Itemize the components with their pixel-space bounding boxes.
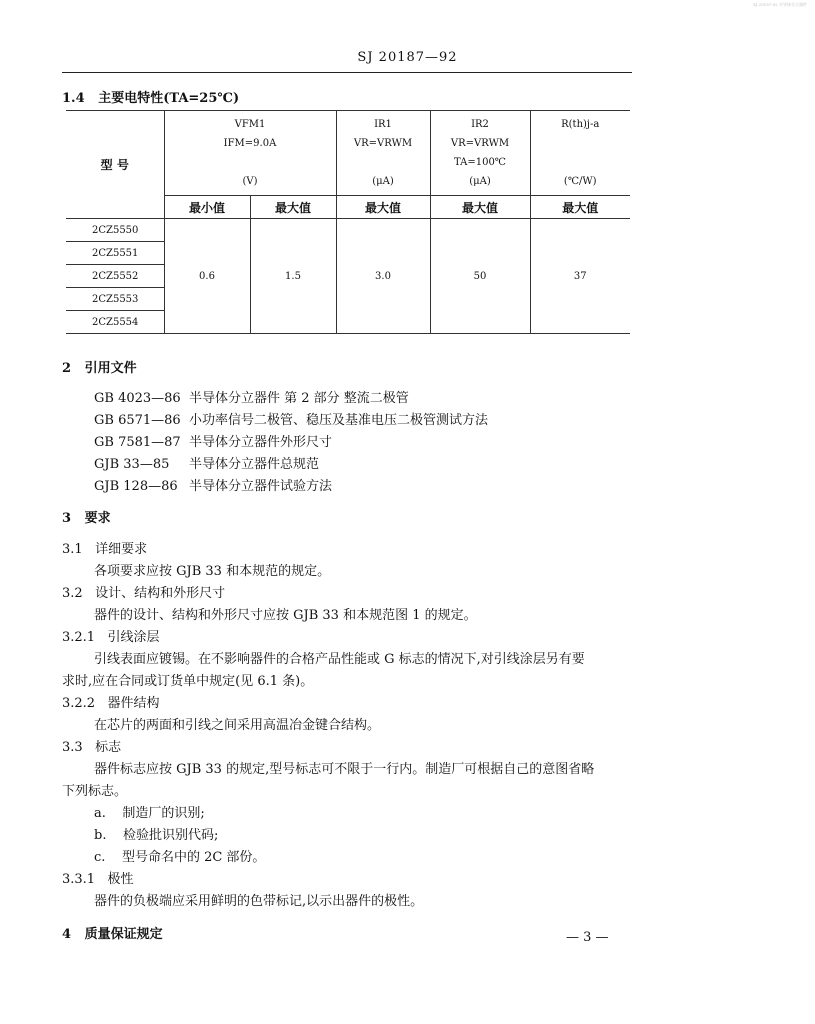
reference-title: 小功率信号二极管、稳压及基准电压二极管测试方法 (189, 413, 489, 428)
reference-item (94, 453, 319, 472)
section-2-heading (62, 357, 137, 376)
section-3-3-line-2: 下列标志。 (62, 784, 128, 799)
document-header-id: SJ 20187—92 (357, 50, 458, 65)
section-1-4-title: 主要电特性(TA=25℃) (98, 91, 240, 106)
ir1-header (336, 111, 430, 196)
ir2-unit: (μA) (469, 176, 491, 187)
list-item-label: c. (94, 850, 106, 865)
ir2-condition-1: VR=VRWM (450, 138, 510, 149)
section-3-3-1-title: 极性 (107, 872, 134, 887)
marking-list-item (94, 802, 205, 821)
section-3-2-2-number: 3.2.2 (62, 696, 96, 711)
marking-list-item (94, 846, 265, 865)
section-1-4-number: 1.4 (62, 91, 85, 106)
value-cell-rth-max: 37 (530, 219, 630, 334)
subheader-max: 最大值 (250, 196, 336, 219)
ir2-condition-2: TA=100℃ (454, 157, 506, 168)
reference-title: 半导体分立器件试验方法 (189, 479, 333, 494)
section-3-1-title: 详细要求 (95, 542, 148, 557)
marking-list-item (94, 824, 218, 843)
reference-code: GJB 128—86 (94, 479, 178, 494)
model-cell: 2CZ5551 (66, 242, 164, 265)
list-item-text: 型号命名中的 2C 部份。 (121, 850, 266, 865)
section-3-heading (62, 507, 111, 526)
section-4-number: 4 (62, 927, 72, 942)
list-item-label: b. (94, 828, 107, 843)
model-header: 型 号 (66, 111, 164, 219)
ir2-header (430, 111, 530, 196)
reference-item (94, 475, 332, 494)
reference-title: 半导体分立器件总规范 (189, 457, 320, 472)
section-3-2-1-title: 引线涂层 (107, 630, 160, 645)
model-cell: 2CZ5550 (66, 219, 164, 242)
reference-code: GB 7581—87 (94, 435, 181, 450)
page-number: — 3 — (566, 930, 609, 945)
vfm1-symbol: VFM1 (234, 119, 266, 130)
section-3-1-text: 各项要求应按 GJB 33 和本规范的规定。 (94, 564, 331, 579)
rth-header (530, 111, 630, 196)
section-3-2-1-line-2: 求时,应在合同或订货单中规定(见 6.1 条)。 (62, 674, 314, 689)
subheader-max: 最大值 (530, 196, 630, 219)
section-3-2-2-text: 在芯片的两面和引线之间采用高温冶金键合结构。 (94, 718, 381, 733)
section-3-2-1-heading (62, 626, 160, 645)
reference-code: GB 4023—86 (94, 391, 181, 406)
ir2-symbol: IR2 (471, 119, 489, 130)
reference-code: GJB 33—85 (94, 457, 170, 472)
section-3-3-heading (62, 736, 121, 755)
section-3-2-2-title: 器件结构 (107, 696, 160, 711)
section-3-2-1-line-1: 引线表面应镀锡。在不影响器件的合格产品性能或 G 标志的情况下,对引线涂层另有要 (94, 652, 585, 667)
ir1-unit: (μA) (372, 176, 394, 187)
section-3-3-number: 3.3 (62, 740, 83, 755)
value-cell-ir2-max: 50 (430, 219, 530, 334)
section-3-1-heading (62, 538, 147, 557)
electrical-characteristics-table (66, 110, 630, 334)
model-cell: 2CZ5552 (66, 265, 164, 288)
section-3-2-2-heading (62, 692, 160, 711)
value-cell-ir1-max: 3.0 (336, 219, 430, 334)
section-2-title: 引用文件 (84, 361, 137, 376)
section-3-2-number: 3.2 (62, 586, 83, 601)
list-item-label: a. (94, 806, 106, 821)
vfm1-header (164, 111, 336, 196)
section-3-3-1-text: 器件的负极端应采用鲜明的色带标记,以示出器件的极性。 (94, 894, 424, 909)
reference-code: GB 6571—86 (94, 413, 181, 428)
reference-title: 半导体分立器件 第 2 部分 整流二极管 (189, 391, 409, 406)
value-cell-vfm1-max: 1.5 (250, 219, 336, 334)
ir1-symbol: IR1 (374, 119, 392, 130)
section-4-title: 质量保证规定 (84, 927, 163, 942)
corner-mark: SJ 20187-92 半导体分立器件 (752, 2, 807, 7)
value-cell-vfm1-min: 0.6 (164, 219, 250, 334)
section-4-heading (62, 923, 163, 942)
section-3-2-1-number: 3.2.1 (62, 630, 96, 645)
subheader-max: 最大值 (336, 196, 430, 219)
section-3-3-1-heading (62, 868, 134, 887)
rth-symbol: R(th)j-a (561, 119, 600, 130)
rth-unit: (℃/W) (563, 176, 597, 187)
ir1-condition: VR=VRWM (353, 138, 413, 149)
section-3-1-number: 3.1 (62, 542, 83, 557)
list-item-text: 检验批识别代码; (123, 828, 219, 843)
section-1-4-heading (62, 87, 239, 106)
section-3-3-title: 标志 (95, 740, 122, 755)
section-3-number: 3 (62, 511, 72, 526)
section-3-title: 要求 (84, 511, 111, 526)
section-3-2-heading (62, 582, 225, 601)
header-rule (62, 72, 632, 73)
list-item-text: 制造厂的识别; (122, 806, 205, 821)
reference-item (94, 387, 409, 406)
model-cell: 2CZ5553 (66, 288, 164, 311)
vfm1-unit: (V) (242, 176, 258, 187)
reference-item (94, 409, 488, 428)
section-2-number: 2 (62, 361, 72, 376)
section-3-3-line-1: 器件标志应按 GJB 33 的规定,型号标志可不限于一行内。制造厂可根据自己的意图省略 (94, 762, 595, 777)
section-3-3-1-number: 3.3.1 (62, 872, 96, 887)
reference-title: 半导体分立器件外形尺寸 (189, 435, 333, 450)
subheader-max: 最大值 (430, 196, 530, 219)
model-cell: 2CZ5554 (66, 311, 164, 334)
subheader-min: 最小值 (164, 196, 250, 219)
reference-item (94, 431, 332, 450)
vfm1-condition: IFM=9.0A (223, 138, 277, 149)
section-3-2-title: 设计、结构和外形尺寸 (95, 586, 226, 601)
section-3-2-text: 器件的设计、结构和外形尺寸应按 GJB 33 和本规范图 1 的规定。 (94, 608, 477, 623)
